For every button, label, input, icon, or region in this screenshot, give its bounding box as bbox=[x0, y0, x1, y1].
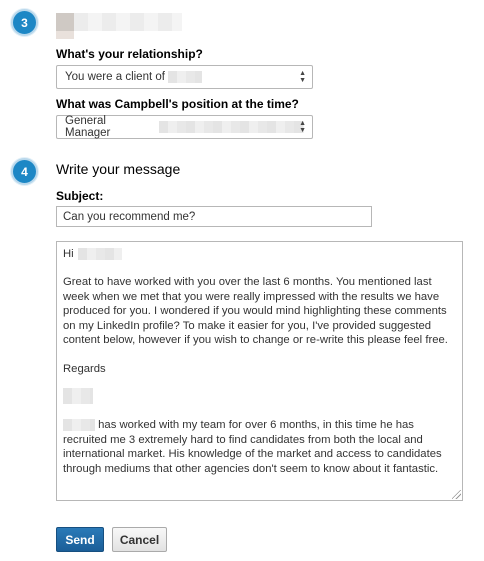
recommendation-paragraph bbox=[63, 418, 456, 476]
send-button[interactable]: Send bbox=[56, 527, 104, 552]
subject-label: Subject: bbox=[56, 189, 104, 203]
redacted-name bbox=[63, 419, 95, 431]
cancel-button[interactable]: Cancel bbox=[112, 527, 167, 552]
resize-handle-icon[interactable] bbox=[452, 490, 461, 499]
message-signature bbox=[63, 388, 456, 406]
relationship-label: What's your relationship? bbox=[56, 47, 203, 61]
redacted-contact-name bbox=[56, 13, 182, 39]
position-label: What was Campbell's position at the time? bbox=[56, 97, 299, 111]
redacted-signature bbox=[63, 388, 93, 404]
redacted-name bbox=[168, 71, 202, 83]
relationship-select[interactable] bbox=[56, 65, 313, 89]
recommendation-text: has worked with my team for over 6 months, in this time he has recruited me 3 extremely hard to find candidates from both the local and international market. His knowledge of the market and access to candidates through mediums that other agencies don't seem to know about it fantastic. bbox=[63, 419, 442, 475]
step-4-badge: 4 bbox=[11, 158, 38, 185]
step-3-badge: 3 bbox=[11, 9, 38, 36]
position-select-value: General Manager bbox=[65, 115, 111, 139]
message-greeting-line bbox=[63, 247, 456, 261]
relationship-select-value: You were a client of bbox=[65, 71, 165, 83]
position-select[interactable] bbox=[56, 115, 313, 139]
select-arrows-icon: ▲ ▼ bbox=[299, 70, 306, 84]
subject-input-value: Can you recommend me? bbox=[63, 210, 196, 223]
message-regards: Regards bbox=[63, 362, 106, 375]
redacted-name bbox=[78, 248, 122, 260]
subject-input[interactable] bbox=[56, 206, 372, 227]
message-greeting: Hi bbox=[63, 248, 74, 260]
select-arrows-icon: ▲ ▼ bbox=[299, 120, 306, 134]
message-textarea[interactable] bbox=[56, 241, 463, 501]
write-message-heading: Write your message bbox=[56, 161, 181, 177]
redacted-company bbox=[159, 121, 304, 133]
message-body-paragraph: Great to have worked with you over the last 6 months. You mentioned last week when we met that you were really impressed with the results we have produced for you. I wondered if you would mind highlighting these comments on my LinkedIn profile? To make it easier for you, I've provided suggested content below, however if you wish to change or re-write this please feel free. bbox=[63, 276, 448, 346]
